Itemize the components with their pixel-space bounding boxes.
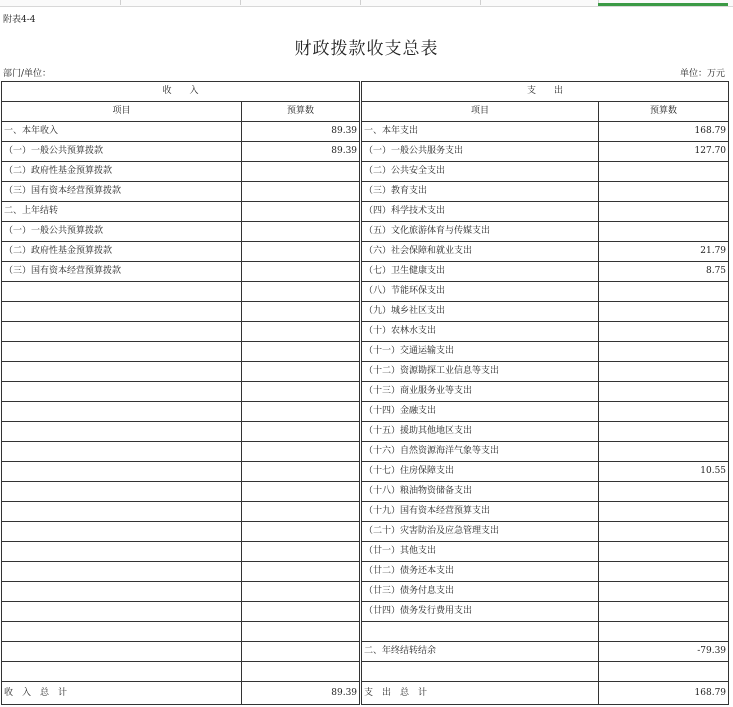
income-value-cell [242, 522, 360, 542]
expense-item-cell: （十七）住房保障支出 [362, 462, 599, 482]
income-item-cell: 二、上年结转 [2, 202, 242, 222]
table-row [2, 622, 729, 642]
income-value-cell [242, 422, 360, 442]
table-row [2, 122, 729, 142]
income-item-cell [2, 462, 242, 482]
income-item-cell [2, 322, 242, 342]
income-item-cell [2, 582, 242, 602]
table-row [2, 162, 729, 182]
income-value-cell [242, 502, 360, 522]
income-item-cell [2, 522, 242, 542]
income-item-cell: （一）一般公共预算拨款 [2, 142, 242, 162]
expense-value-cell [599, 562, 729, 582]
table-row [2, 382, 729, 402]
income-value-cell [242, 202, 360, 222]
income-value-cell [242, 302, 360, 322]
expense-value-cell: 10.55 [599, 462, 729, 482]
income-total-value: 89.39 [242, 682, 360, 705]
expense-budget-header: 预算数 [599, 102, 729, 122]
expense-item-cell: （二）公共安全支出 [362, 162, 599, 182]
table-row [2, 522, 729, 542]
expense-heading: 支 出 [362, 82, 729, 102]
income-item-cell: （一）一般公共预算拨款 [2, 222, 242, 242]
table-row [2, 562, 729, 582]
expense-item-cell [362, 622, 599, 642]
sheet-tab-segment [120, 0, 241, 5]
expense-item-cell: （三）教育支出 [362, 182, 599, 202]
expense-value-cell [599, 662, 729, 682]
income-item-cell: （三）国有资本经营预算拨款 [2, 262, 242, 282]
income-value-cell [242, 622, 360, 642]
income-item-cell [2, 382, 242, 402]
table-row [2, 602, 729, 622]
table-row [2, 242, 729, 262]
active-sheet-indicator [598, 3, 728, 6]
department-label: 部门/单位： [3, 69, 52, 79]
table-row [2, 182, 729, 202]
income-value-cell [242, 222, 360, 242]
income-value-cell [242, 382, 360, 402]
table-row [2, 422, 729, 442]
income-item-cell [2, 282, 242, 302]
expense-item-cell: （九）城乡社区支出 [362, 302, 599, 322]
income-value-cell [242, 182, 360, 202]
income-item-cell [2, 342, 242, 362]
expense-value-cell [599, 222, 729, 242]
income-value-cell [242, 442, 360, 462]
expense-item-cell: （十六）自然资源海洋气象等支出 [362, 442, 599, 462]
fiscal-summary-table [1, 81, 729, 705]
table-row [2, 462, 729, 482]
income-item-cell [2, 362, 242, 382]
income-value-cell [242, 602, 360, 622]
table-row [2, 582, 729, 602]
expense-value-cell: -79.39 [599, 642, 729, 662]
income-heading: 收 入 [2, 82, 360, 102]
income-item-cell [2, 442, 242, 462]
expense-value-cell: 168.79 [599, 122, 729, 142]
expense-value-cell [599, 382, 729, 402]
expense-total-value: 168.79 [599, 682, 729, 705]
income-item-cell [2, 622, 242, 642]
expense-value-cell [599, 342, 729, 362]
expense-item-header: 项目 [362, 102, 599, 122]
expense-item-cell: （十五）援助其他地区支出 [362, 422, 599, 442]
expense-value-cell [599, 502, 729, 522]
income-value-cell [242, 262, 360, 282]
expense-item-cell: 一、本年支出 [362, 122, 599, 142]
income-item-cell [2, 482, 242, 502]
table-row [2, 282, 729, 302]
expense-item-cell: （一）一般公共服务支出 [362, 142, 599, 162]
income-value-cell: 89.39 [242, 142, 360, 162]
sheet-tab-segment [0, 0, 121, 5]
expense-value-cell: 8.75 [599, 262, 729, 282]
expense-item-cell: （十九）国有资本经营预算支出 [362, 502, 599, 522]
income-item-cell [2, 562, 242, 582]
income-item-cell [2, 402, 242, 422]
income-value-cell [242, 482, 360, 502]
income-value-cell [242, 582, 360, 602]
expense-value-cell [599, 602, 729, 622]
income-value-cell [242, 242, 360, 262]
income-value-cell [242, 362, 360, 382]
expense-item-cell: （廿三）债务付息支出 [362, 582, 599, 602]
expense-value-cell [599, 582, 729, 602]
income-item-cell [2, 542, 242, 562]
expense-value-cell: 127.70 [599, 142, 729, 162]
expense-item-cell: （二十）灾害防治及应急管理支出 [362, 522, 599, 542]
expense-value-cell [599, 202, 729, 222]
expense-total-label: 支 出 总 计 [362, 682, 599, 705]
expense-value-cell [599, 302, 729, 322]
expense-item-cell: （七）卫生健康支出 [362, 262, 599, 282]
sheet-tab-segment [480, 0, 599, 5]
table-row [2, 202, 729, 222]
expense-value-cell [599, 322, 729, 342]
table-row [2, 362, 729, 382]
expense-value-cell [599, 622, 729, 642]
income-item-cell [2, 302, 242, 322]
expense-item-cell: （五）文化旅游体育与传媒支出 [362, 222, 599, 242]
income-item-cell: 一、本年收入 [2, 122, 242, 142]
income-budget-header: 预算数 [242, 102, 360, 122]
page-title: 财政拨款收支总表 [294, 39, 439, 59]
table-row [2, 322, 729, 342]
expense-item-cell: （十）农林水支出 [362, 322, 599, 342]
expense-item-cell: 二、年终结转结余 [362, 642, 599, 662]
expense-item-cell: （廿四）债务发行费用支出 [362, 602, 599, 622]
expense-item-cell: （八）节能环保支出 [362, 282, 599, 302]
expense-value-cell [599, 522, 729, 542]
table-row [2, 482, 729, 502]
income-item-cell [2, 662, 242, 682]
sheet-tab-segment [240, 0, 361, 5]
expense-item-cell: （六）社会保障和就业支出 [362, 242, 599, 262]
expense-value-cell: 21.79 [599, 242, 729, 262]
income-value-cell [242, 342, 360, 362]
expense-item-cell: （十二）资源勘探工业信息等支出 [362, 362, 599, 382]
income-value-cell [242, 162, 360, 182]
table-row [2, 262, 729, 282]
income-item-header: 项目 [2, 102, 242, 122]
income-item-cell [2, 422, 242, 442]
expense-value-cell [599, 282, 729, 302]
expense-value-cell [599, 422, 729, 442]
expense-value-cell [599, 482, 729, 502]
table-row [2, 302, 729, 322]
expense-item-cell: （十三）商业服务业等支出 [362, 382, 599, 402]
income-total-label: 收 入 总 计 [2, 682, 242, 705]
expense-item-cell: （四）科学技术支出 [362, 202, 599, 222]
income-item-cell: （二）政府性基金预算拨款 [2, 242, 242, 262]
table-row [2, 442, 729, 462]
income-item-cell [2, 642, 242, 662]
income-value-cell [242, 562, 360, 582]
expense-value-cell [599, 162, 729, 182]
income-value-cell [242, 642, 360, 662]
income-value-cell [242, 462, 360, 482]
table-row [2, 642, 729, 662]
expense-value-cell [599, 402, 729, 422]
income-value-cell [242, 402, 360, 422]
total-row [2, 682, 729, 705]
table-row [2, 222, 729, 242]
unit-label: 单位：万元 [679, 69, 725, 79]
table-row [2, 542, 729, 562]
expense-item-cell: （十四）金融支出 [362, 402, 599, 422]
sheet-tab-strip [0, 0, 733, 7]
attachment-label: 附表4-4 [3, 15, 36, 25]
table-row [2, 402, 729, 422]
income-value-cell [242, 662, 360, 682]
column-header-row [2, 102, 729, 122]
table-row [2, 142, 729, 162]
expense-value-cell [599, 182, 729, 202]
income-item-cell [2, 502, 242, 522]
table-row [2, 662, 729, 682]
expense-item-cell: （十一）交通运输支出 [362, 342, 599, 362]
expense-item-cell: （十八）粮油物资储备支出 [362, 482, 599, 502]
expense-item-cell: （廿一）其他支出 [362, 542, 599, 562]
income-value-cell: 89.39 [242, 122, 360, 142]
sheet-tab-segment [360, 0, 481, 5]
income-value-cell [242, 542, 360, 562]
expense-value-cell [599, 442, 729, 462]
expense-item-cell [362, 662, 599, 682]
income-value-cell [242, 322, 360, 342]
expense-value-cell [599, 542, 729, 562]
income-item-cell: （三）国有资本经营预算拨款 [2, 182, 242, 202]
income-item-cell [2, 602, 242, 622]
expense-item-cell: （廿二）债务还本支出 [362, 562, 599, 582]
table-row [2, 342, 729, 362]
table-row [2, 502, 729, 522]
income-value-cell [242, 282, 360, 302]
section-heading-row [2, 82, 729, 102]
expense-value-cell [599, 362, 729, 382]
income-item-cell: （二）政府性基金预算拨款 [2, 162, 242, 182]
